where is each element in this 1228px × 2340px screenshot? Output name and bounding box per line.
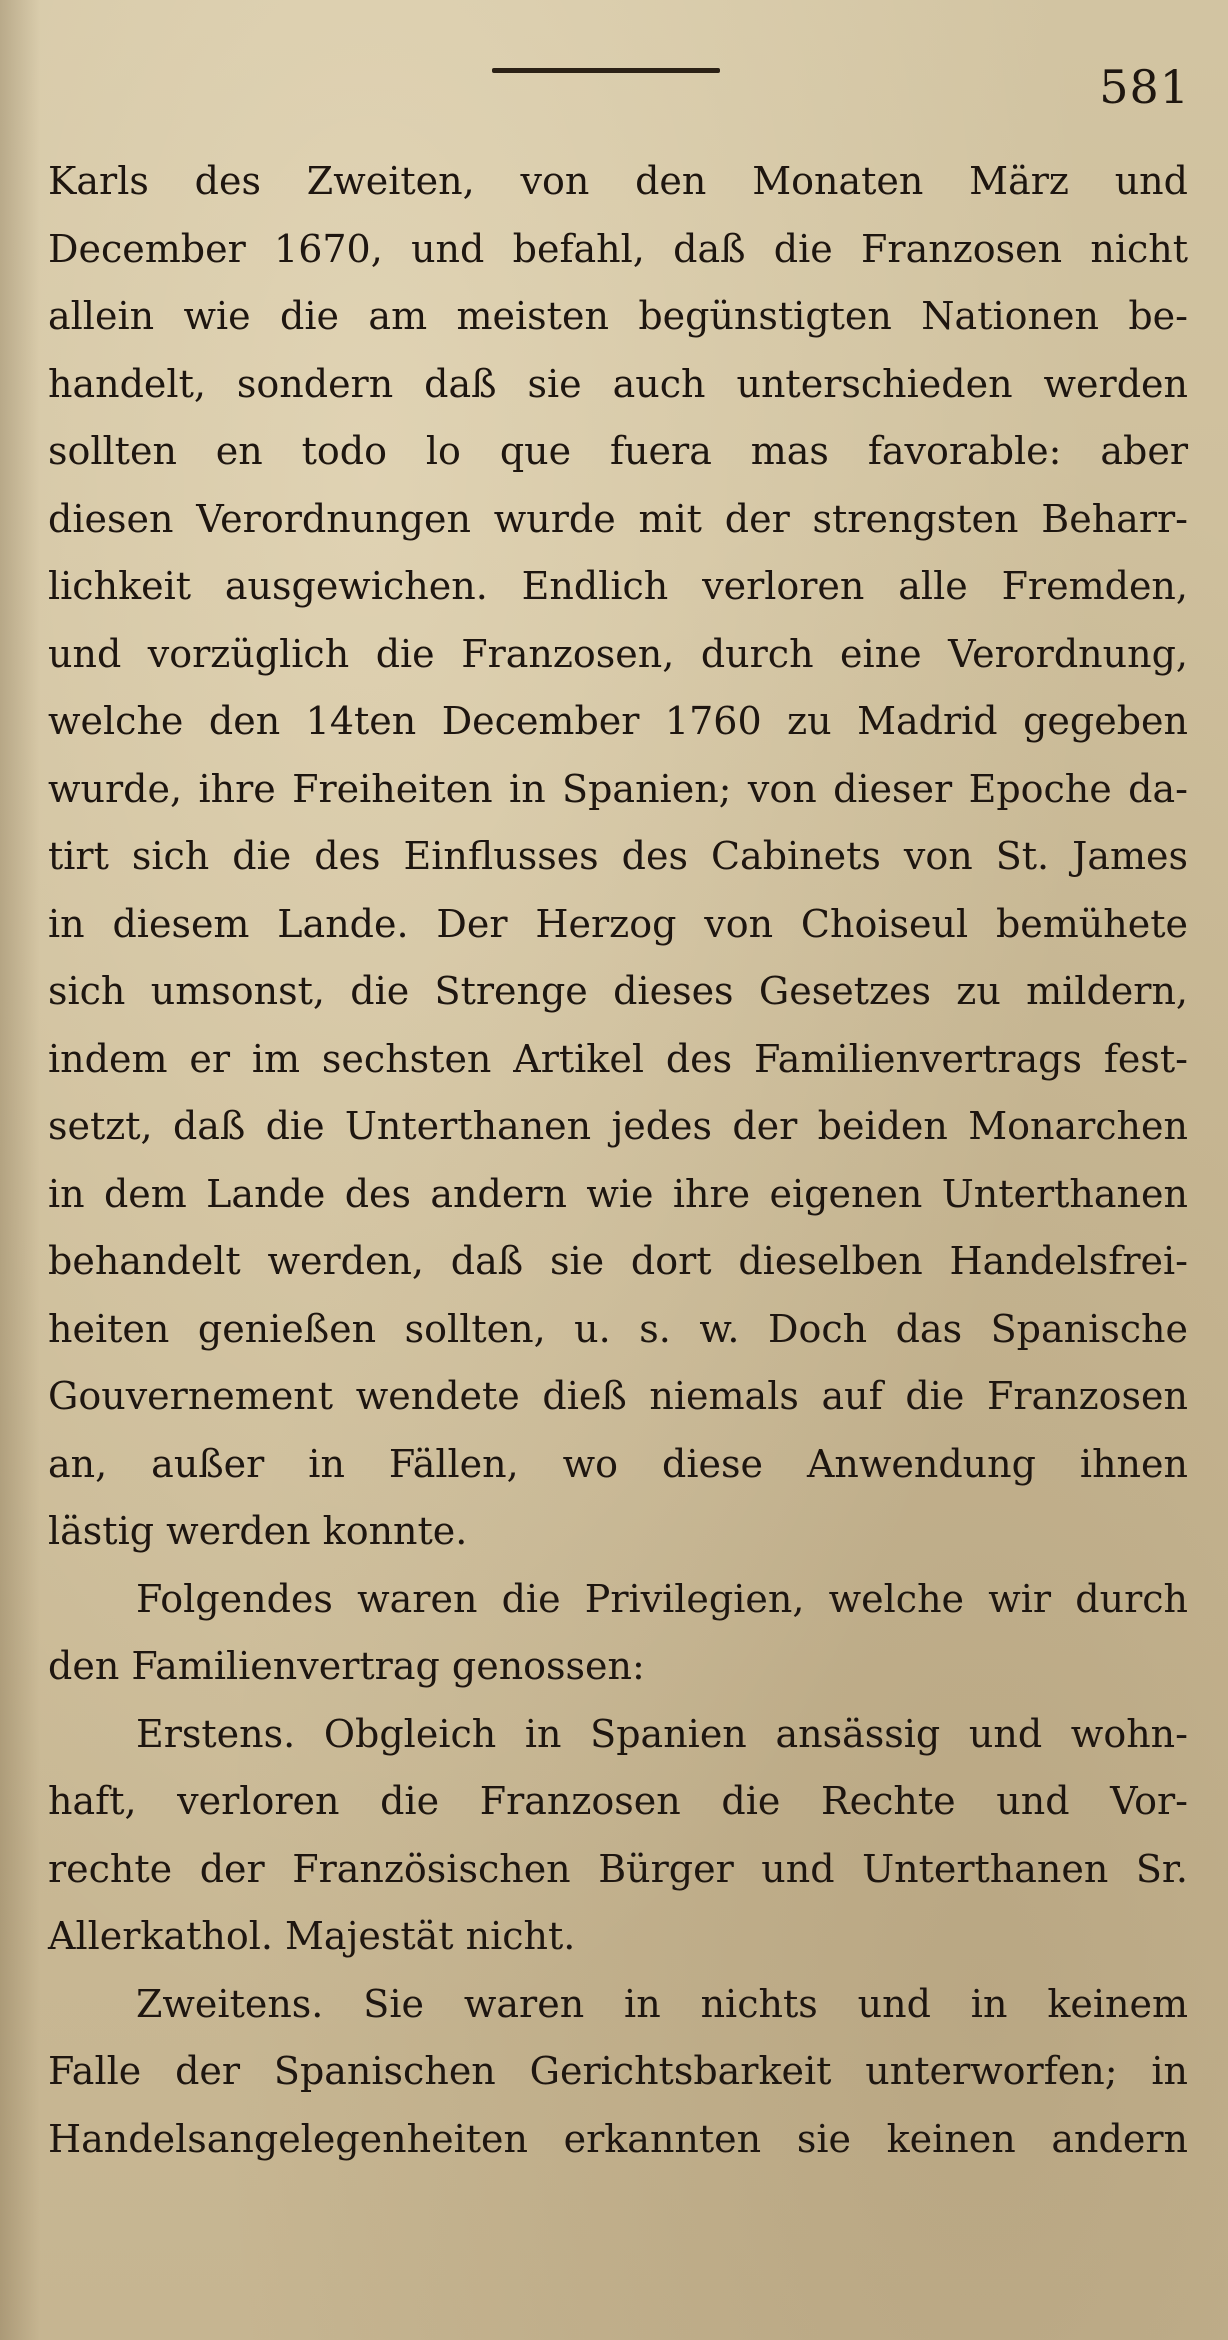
header-rule — [492, 68, 720, 73]
text-line: December 1670, und befahl, daß die Franzosen nicht — [48, 226, 1188, 271]
text-line: diesen Verordnungen wurde mit der strengsten Beharr- — [48, 496, 1188, 541]
body-text — [48, 148, 1188, 2173]
text-line: sich umsonst, die Strenge dieses Gesetzes zu mildern, — [48, 969, 1188, 1013]
text-line: den Familienvertrag genossen: — [48, 1644, 645, 1688]
text-line: Handelsangelegenheiten erkannten sie keinen andern — [48, 2116, 1188, 2161]
text-line: Zweitens. Sie waren in nichts und in keinem — [136, 1981, 1188, 2026]
text-line: allein wie die am meisten begünstigten Nationen be- — [48, 294, 1188, 338]
text-line: in diesem Lande. Der Herzog von Choiseul bemühete — [48, 901, 1188, 946]
text-line: rechte der Französischen Bürger und Unterthanen Sr. — [48, 1846, 1188, 1891]
text-line: handelt, sondern daß sie auch unterschieden werden — [48, 361, 1188, 406]
text-line: setzt, daß die Unterthanen jedes der beiden Monarchen — [48, 1104, 1188, 1148]
text-line: behandelt werden, daß sie dort dieselben Handelsfrei- — [48, 1239, 1188, 1283]
text-line: Allerkathol. Majestät nicht. — [48, 1914, 576, 1958]
text-line: lichkeit ausgewichen. Endlich verloren alle Fremden, — [48, 564, 1188, 608]
text-line: lästig werden konnte. — [48, 1509, 468, 1553]
text-line: und vorzüglich die Franzosen, durch eine Verordnung, — [48, 631, 1188, 676]
text-line: welche den 14ten December 1760 zu Madrid gegeben — [48, 699, 1188, 743]
text-line: haft, verloren die Franzosen die Rechte und Vor- — [48, 1779, 1188, 1823]
text-line: indem er im sechsten Artikel des Familienvertrags fest- — [48, 1036, 1188, 1081]
page-number: 581 — [1099, 60, 1190, 114]
text-line: Folgendes waren die Privilegien, welche wir durch — [136, 1576, 1188, 1621]
text-line: Falle der Spanischen Gerichtsbarkeit unterworfen; in — [48, 2049, 1188, 2093]
page-gutter-shadow — [0, 0, 40, 2340]
text-line: Karls des Zweiten, von den Monaten März und — [48, 159, 1188, 203]
text-line: tirt sich die des Einflusses des Cabinets von St. James — [48, 834, 1188, 878]
text-line: sollten en todo lo que fuera mas favorable: aber — [48, 429, 1188, 473]
text-line: wurde, ihre Freiheiten in Spanien; von dieser Epoche da- — [48, 766, 1188, 811]
text-line: Gouvernement wendete dieß niemals auf die Franzosen — [48, 1374, 1188, 1418]
text-line: heiten genießen sollten, u. s. w. Doch das Spanische — [48, 1306, 1188, 1351]
text-line: an, außer in Fällen, wo diese Anwendung ihnen — [48, 1441, 1188, 1486]
text-line: Erstens. Obgleich in Spanien ansässig und wohn- — [136, 1711, 1188, 1756]
text-line: in dem Lande des andern wie ihre eigenen Unterthanen — [48, 1171, 1188, 1216]
